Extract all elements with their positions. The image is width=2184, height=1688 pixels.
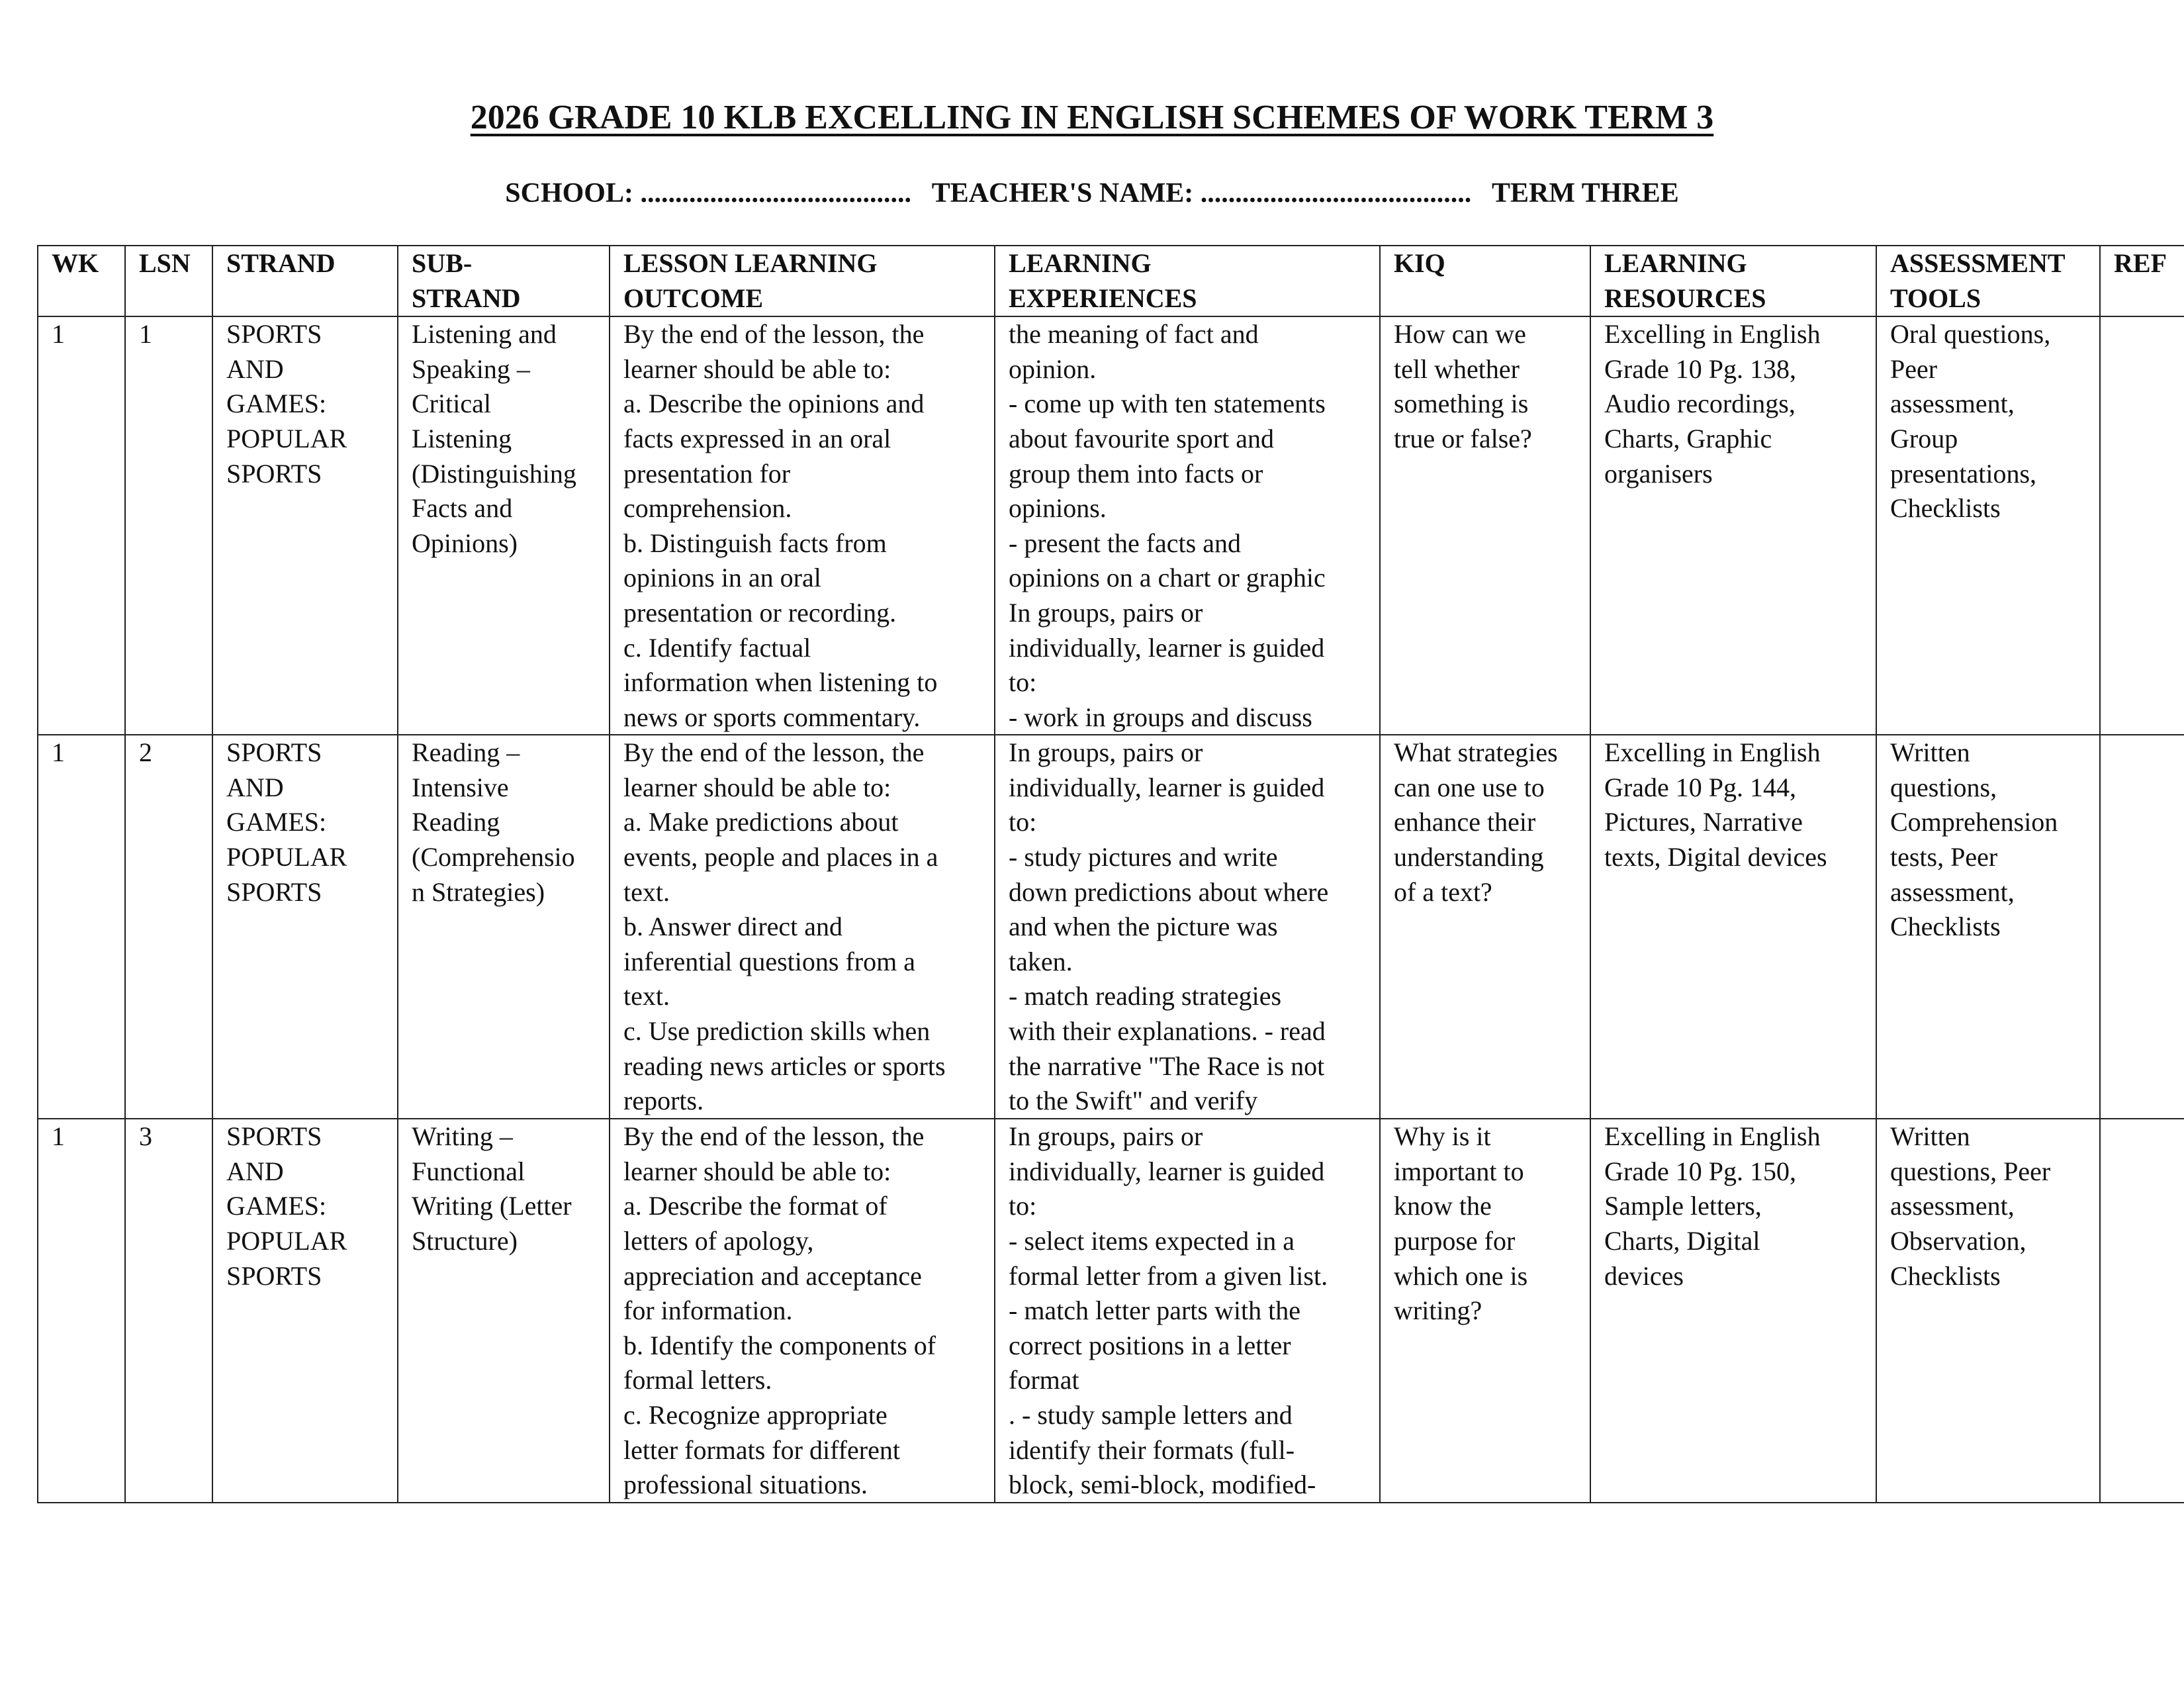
cell-text: By the end of the lesson, the learner should be able to: a. Describe the opinions and facts expressed in an oral presentation for comprehension. b. Distinguish facts from opinions in an oral presentation or recording. c. Identify factual information when listening to news or sports commentary. [623,319,938,732]
cell-learning-resources [1590,316,1876,735]
cell-text: Excelling in English Grade 10 Pg. 150, Sample letters, Charts, Digital devices [1604,1121,1821,1291]
cell-text: Excelling in English Grade 10 Pg. 138, Audio recordings, Charts, Graphic organisers [1604,319,1821,489]
table-row [38,1119,2184,1503]
document-title: 2026 GRADE 10 KLB EXCELLING IN ENGLISH SCHEMES OF WORK TERM 3 [470,99,1714,136]
cell-ref [2100,1119,2184,1503]
cell-learning-resources [1590,1119,1876,1503]
cell-wk [38,1119,125,1503]
cell-kiq [1380,735,1590,1119]
cell-text: SPORTS AND GAMES: POPULAR SPORTS [226,319,347,489]
cell-learning-experiences [995,735,1380,1119]
cell-text: Writing – Functional Writing (Letter Structure) [412,1121,572,1256]
table-header-row [38,246,2184,316]
cell-kiq [1380,1119,1590,1503]
cell-lsn [125,316,212,735]
header-ref: REF [2100,246,2184,316]
cell-sub-strand [398,735,610,1119]
cell-ref [2100,316,2184,735]
cell-lesson-learning-outcome [610,316,995,735]
table-row [38,735,2184,1119]
cell-text: Oral questions, Peer assessment, Group presentations, Checklists [1890,319,2051,524]
cell-lsn [125,735,212,1119]
cell-kiq [1380,316,1590,735]
document-subheader: SCHOOL: ....................................... TEACHER'S NAME: ....................................... TERM THREE [505,178,1679,209]
cell-text [2114,735,2171,1118]
cell-text: 2 [139,737,152,768]
cell-text: By the end of the lesson, the learner should be able to: a. Describe the format of letters of apology, appreciation and acceptance for information. b. Identify the components of formal letters. c. Recognize appropriate letter formats for different professional situations. [623,1121,936,1500]
table-row [38,316,2184,735]
cell-text: 1 [52,319,65,350]
header-sub-strand: SUB- STRAND [398,246,610,316]
cell-strand [212,735,398,1119]
cell-text: Written questions, Peer assessment, Observation, Checklists [1890,1121,2051,1291]
cell-text: Excelling in English Grade 10 Pg. 144, Pictures, Narrative texts, Digital devices [1604,737,1827,872]
cell-sub-strand [398,316,610,735]
cell-text: Reading – Intensive Reading (Comprehensio n Strategies) [412,737,575,907]
cell-text: Written questions, Comprehension tests, Peer assessment, Checklists [1890,737,2058,942]
cell-text: Why is it important to know the purpose for which one is writing? [1394,1121,1528,1326]
cell-text: How can we tell whether something is true or false? [1394,319,1532,453]
cell-lesson-learning-outcome [610,1119,995,1503]
cell-learning-experiences [995,316,1380,735]
cell-wk [38,735,125,1119]
header-learning-experiences: LEARNING EXPERIENCES [995,246,1380,316]
header-kiq: KIQ [1380,246,1590,316]
cell-text: Listening and Speaking – Critical Listening (Distinguishing Facts and Opinions) [412,319,576,558]
header-learning-resources: LEARNING RESOURCES [1590,246,1876,316]
cell-learning-resources [1590,735,1876,1119]
cell-text: What strategies can one use to enhance their understanding of a text? [1394,737,1558,907]
cell-text [2114,317,2171,734]
header-wk: WK [38,246,125,316]
cell-text: By the end of the lesson, the learner should be able to: a. Make predictions about events, people and places in a text. b. Answer direct and inferential questions from a text. c. Use prediction skills when reading news articles or sports reports. [623,737,946,1116]
header-lsn: LSN [125,246,212,316]
cell-lsn [125,1119,212,1503]
cell-strand [212,316,398,735]
cell-text: 1 [52,1121,65,1152]
cell-text: 1 [52,737,65,768]
cell-text: SPORTS AND GAMES: POPULAR SPORTS [226,1121,347,1291]
cell-assessment-tools [1876,316,2100,735]
cell-text: In groups, pairs or individually, learner is guided to: - select items expected in a formal letter from a given list. - match letter parts with the correct positions in a letter format . - study sample letters and identify their formats (full- block, semi-block, modified- [1009,1121,1328,1500]
cell-sub-strand [398,1119,610,1503]
cell-learning-experiences [995,1119,1380,1503]
cell-text: the meaning of fact and opinion. - come up with ten statements about favourite sport and group them into facts or opinions. - present the facts and opinions on a chart or graphic In groups, pairs or individually, learner is guided to: - work in groups and discuss [1009,319,1326,732]
cell-assessment-tools [1876,735,2100,1119]
header-lesson-learning-outcome: LESSON LEARNING OUTCOME [610,246,995,316]
cell-ref [2100,735,2184,1119]
cell-assessment-tools [1876,1119,2100,1503]
header-strand: STRAND [212,246,398,316]
cell-lesson-learning-outcome [610,735,995,1119]
cell-text [2114,1119,2171,1502]
header-assessment-tools: ASSESSMENT TOOLS [1876,246,2100,316]
cell-strand [212,1119,398,1503]
cell-text: 1 [139,319,152,350]
cell-text: In groups, pairs or individually, learner is guided to: - study pictures and write down predictions about where and when the picture was taken. - match reading strategies with their explanations. - read the narrative "The Race is not to the Swift" and verify [1009,737,1329,1116]
cell-text: 3 [139,1121,152,1152]
cell-wk [38,316,125,735]
cell-text: SPORTS AND GAMES: POPULAR SPORTS [226,737,347,907]
schemes-of-work-table [37,245,2184,1503]
